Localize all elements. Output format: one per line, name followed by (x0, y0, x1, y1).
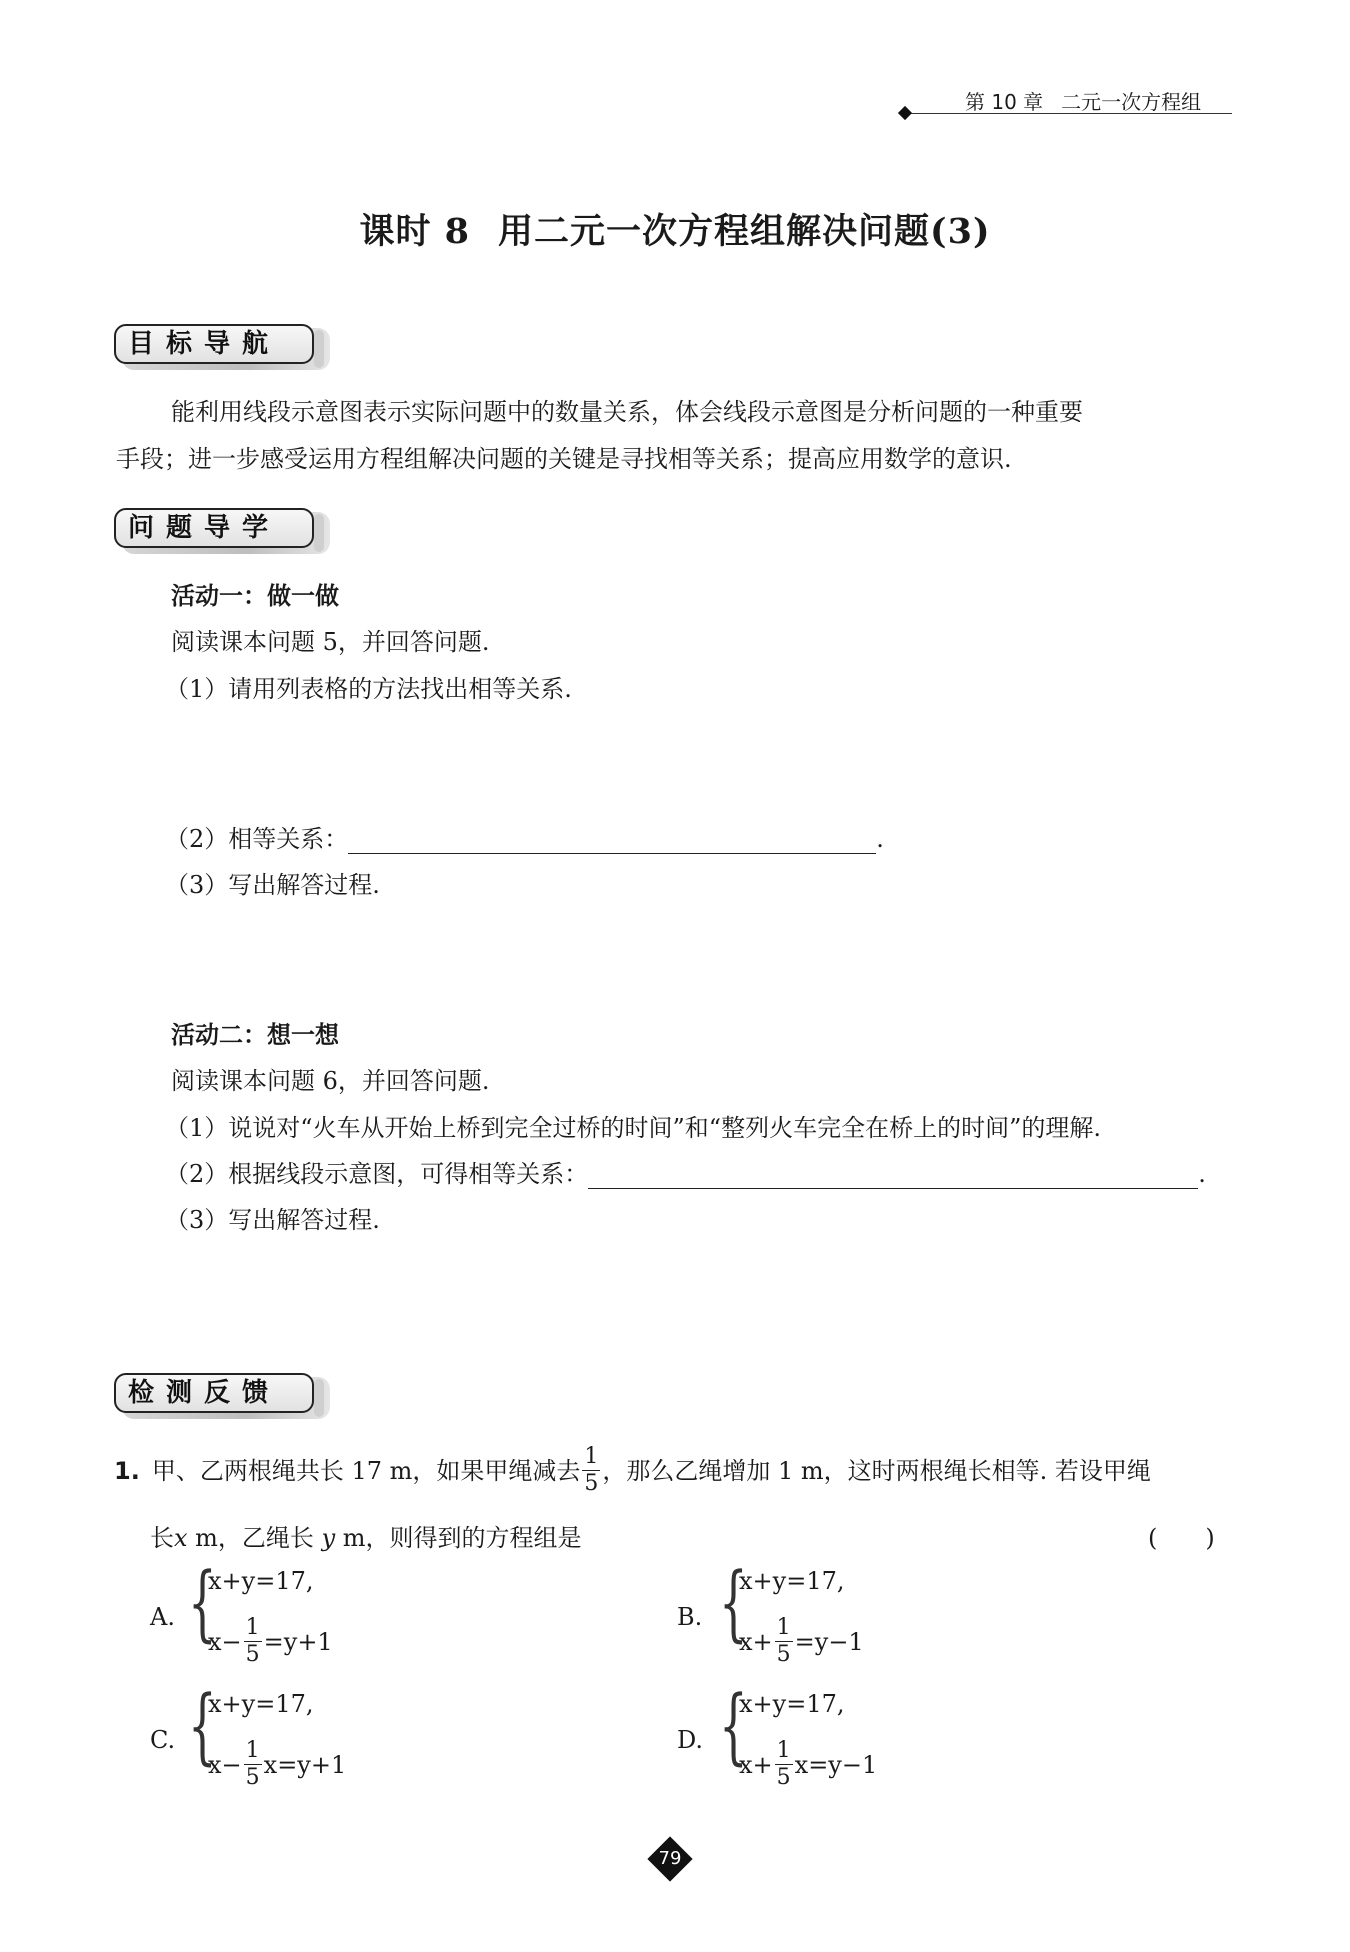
section-badge-label: 问题导学 (114, 508, 314, 548)
option-d[interactable] (677, 1679, 1157, 1800)
brace-icon: { (188, 1556, 217, 1651)
equation-1: x+y=17, (208, 1567, 314, 1595)
goals-text-line2: 手段；进一步感受运用方程组解决问题的关键是寻找相等关系；提高应用数学的意识. (116, 445, 1012, 473)
option-label: D. (677, 1726, 704, 1754)
variable-y: y (321, 1524, 336, 1552)
section-badge-feedback (114, 1373, 334, 1419)
page-title (0, 204, 1350, 254)
equation-2: x− $\frac{1}{5}$ =y+1 (208, 1615, 333, 1667)
section-badge-goals (114, 324, 334, 370)
activity2-question-1: （1）说说对“火车从开始上桥到完全过桥的时间”和“整列火车完全在桥上的时间”的理解. (165, 1114, 1101, 1142)
goals-text-line1: 能利用线段示意图表示实际问题中的数量关系，体会线段示意图是分析问题的一种重要 (171, 398, 1083, 426)
equation-2: x+ $\frac{1}{5}$ =y−1 (739, 1615, 864, 1667)
lesson-topic: 用二元一次方程组解决问题(3) (498, 211, 991, 252)
option-b[interactable] (677, 1556, 1157, 1677)
question-text: （2）相等关系： (165, 825, 349, 853)
question-text: 长 (150, 1524, 174, 1552)
lesson-label: 课时 8 (359, 211, 471, 252)
section-badge-label: 目标导航 (114, 324, 314, 364)
equation-2: x− $\frac{1}{5}$ x=y+1 (208, 1738, 347, 1790)
brace-icon: { (719, 1556, 748, 1651)
option-a[interactable] (150, 1556, 630, 1677)
option-c[interactable] (150, 1679, 630, 1800)
option-label: A. (150, 1603, 175, 1631)
answer-blank[interactable] (348, 827, 876, 854)
answer-parentheses[interactable]: ( ) (1148, 1524, 1215, 1552)
fraction-numerator: 1 (584, 1444, 599, 1469)
fraction-denominator: 5 (584, 1471, 599, 1496)
question-text: ，那么乙绳增加 1 m，这时两根绳长相等. 若设甲绳 (602, 1456, 1151, 1485)
question-number: 1. (114, 1456, 140, 1485)
period: . (1198, 1160, 1206, 1188)
activity1-question-1: （1）请用列表格的方法找出相等关系. (165, 675, 572, 703)
diamond-icon (898, 106, 912, 120)
question-text: （2）根据线段示意图，可得相等关系： (165, 1160, 589, 1188)
activity1-question-3: （3）写出解答过程. (165, 871, 380, 899)
question-text: 甲、乙两根绳共长 17 m，如果甲绳减去 (151, 1456, 581, 1485)
brace-icon: { (719, 1679, 748, 1774)
question-text: m，乙绳长 (187, 1524, 322, 1552)
section-badge-guide (114, 508, 334, 554)
feedback-question-1-line2 (150, 1523, 582, 1553)
equation-2: x+ $\frac{1}{5}$ x=y−1 (739, 1738, 878, 1790)
page-number: 79 (658, 1848, 682, 1869)
activity1-question-2 (165, 824, 884, 854)
option-label: C. (150, 1726, 176, 1754)
brace-icon: { (188, 1679, 217, 1774)
equation-1: x+y=17, (208, 1690, 314, 1718)
equation-1: x+y=17, (739, 1567, 845, 1595)
header-rule (910, 113, 1232, 114)
equation-1: x+y=17, (739, 1690, 845, 1718)
activity2-title: 活动二：想一想 (171, 1021, 339, 1049)
section-badge-label: 检测反馈 (114, 1373, 314, 1413)
activity2-intro: 阅读课本问题 6，并回答问题. (171, 1067, 490, 1095)
activity2-question-3: （3）写出解答过程. (165, 1206, 380, 1234)
answer-blank[interactable] (588, 1162, 1198, 1189)
feedback-question-1-line1 (114, 1446, 1151, 1495)
chapter-number: 第 10 章 (965, 90, 1044, 114)
chapter-title: 二元一次方程组 (1061, 90, 1202, 114)
option-label: B. (677, 1603, 703, 1631)
activity2-question-2 (165, 1159, 1206, 1189)
activity1-title: 活动一：做一做 (171, 582, 339, 610)
question-text: m，则得到的方程组是 (335, 1524, 582, 1552)
variable-x: x (174, 1524, 188, 1552)
chapter-header (965, 86, 1201, 115)
fraction (582, 1446, 600, 1495)
activity1-intro: 阅读课本问题 5，并回答问题. (171, 628, 490, 656)
period: . (876, 825, 884, 853)
